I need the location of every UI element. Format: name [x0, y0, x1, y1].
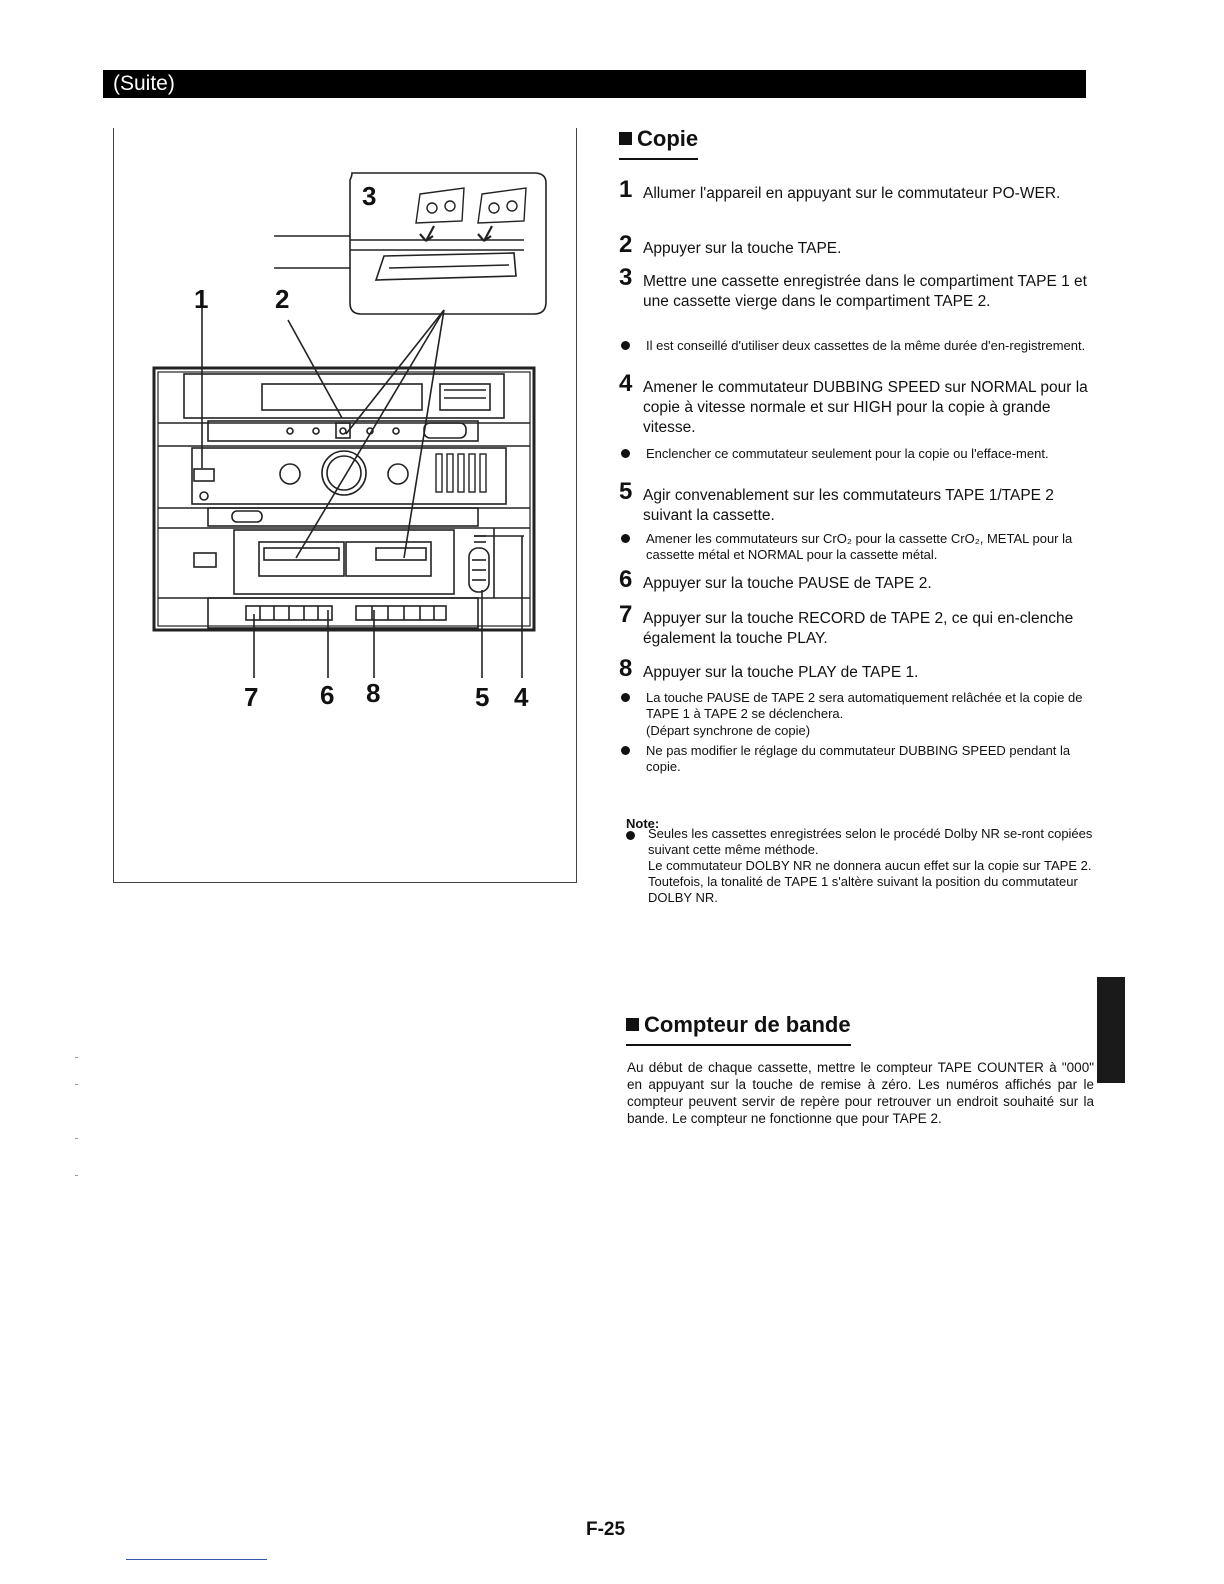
callout-2: 2	[275, 284, 290, 314]
step-2: 2 Appuyer sur la touche TAPE.	[619, 231, 842, 258]
compteur-paragraph: Au début de chaque cassette, mettre le compteur TAPE COUNTER à "000" en appuyant sur la touche de remise à zéro. Les numéros affichés par le compteur peuvent servir de repère pour retrouver un endroit souhaité sur la bande. Le compteur ne fonctionne que pour TAPE 2.	[627, 1060, 1094, 1126]
bullet-dot-icon	[621, 693, 630, 702]
margin-mark	[75, 1175, 78, 1176]
compteur-title: Compteur de bande	[644, 1012, 851, 1037]
bullet-tip-2: Enclencher ce commutateur seulement pour la copie ou l'efface-ment.	[619, 446, 1091, 462]
section-header-bar	[103, 70, 1086, 98]
bullet-tip-4-sub: (Départ synchrone de copie)	[646, 723, 811, 738]
step-3: 3 Mettre une cassette enregistrée dans le compartiment TAPE 1 et une cassette vierge dans le compartiment TAPE 2.	[619, 264, 1087, 310]
page-number: F-25	[586, 1519, 626, 1540]
bullet-dot-icon	[621, 341, 630, 350]
note-line-1: Seules les cassettes enregistrées selon le procédé Dolby NR se-ront copiées suivant cette même méthode.	[648, 826, 1093, 857]
square-bullet-icon	[619, 132, 632, 145]
bullet-dot-icon	[621, 746, 630, 755]
bullet-tip-3: Amener les commutateurs sur CrO₂ pour la cassette CrO₂, METAL pour la cassette métal et NORMAL pour la cassette métal.	[619, 531, 1091, 563]
note-title: Note:	[626, 816, 660, 831]
callout-3: 3	[362, 181, 377, 211]
note-line-3: Toutefois, la tonalité de TAPE 1 s'altère suivant la position du commutateur DOLBY NR.	[648, 874, 1078, 905]
margin-mark	[75, 1057, 78, 1058]
section-thumb-tab	[1097, 977, 1125, 1083]
callout-7: 7	[244, 682, 259, 712]
step-8: 8 Appuyer sur la touche PLAY de TAPE 1.	[619, 655, 919, 682]
step-5: 5 Agir convenablement sur les commutateurs TAPE 1/TAPE 2 suivant la cassette.	[619, 478, 1054, 524]
note-line-2: Le commutateur DOLBY NR ne donnera aucun effet sur la copie sur TAPE 2.	[648, 858, 1092, 873]
step-6: 6 Appuyer sur la touche PAUSE de TAPE 2.	[619, 566, 932, 593]
callout-8: 8	[366, 678, 381, 708]
margin-mark	[75, 1138, 78, 1139]
bullet-tip-4: La touche PAUSE de TAPE 2 sera automatiquement relâchée et la copie de TAPE 1 à TAPE 2 se déclenchera.	[619, 690, 1091, 722]
callout-5: 5	[475, 682, 490, 712]
note-text	[626, 826, 1093, 906]
footer-rule	[126, 1559, 267, 1560]
square-bullet-icon	[626, 1018, 639, 1031]
compteur-section-heading	[626, 1012, 1101, 1046]
copie-section-heading	[619, 126, 1094, 160]
bullet-tip-1: Il est conseillé d'utiliser deux cassettes de la même durée d'en-registrement.	[619, 338, 1091, 354]
callout-1: 1	[194, 284, 209, 314]
margin-mark	[75, 1084, 78, 1085]
header-label: (Suite)	[113, 72, 175, 95]
bullet-dot-icon	[621, 534, 630, 543]
step-1: 1 Allumer l'appareil en appuyant sur le commutateur PO-WER.	[619, 176, 1061, 203]
callout-6: 6	[320, 680, 335, 710]
bullet-dot-icon	[621, 449, 630, 458]
copie-title: Copie	[637, 126, 699, 151]
step-4: 4 Amener le commutateur DUBBING SPEED sur NORMAL pour la copie à vitesse normale et sur HIGH pour la copie à grande vitesse.	[619, 370, 1088, 436]
callout-4: 4	[514, 682, 529, 712]
step-7: 7 Appuyer sur la touche RECORD de TAPE 2, ce qui en-clenche également la touche PLAY.	[619, 601, 1074, 647]
stereo-diagram-figure	[113, 128, 577, 883]
bullet-tip-5: Ne pas modifier le réglage du commutateur DUBBING SPEED pendant la copie.	[619, 743, 1091, 775]
stereo-system-illustration	[114, 128, 576, 882]
bullet-dot-icon	[626, 831, 635, 840]
